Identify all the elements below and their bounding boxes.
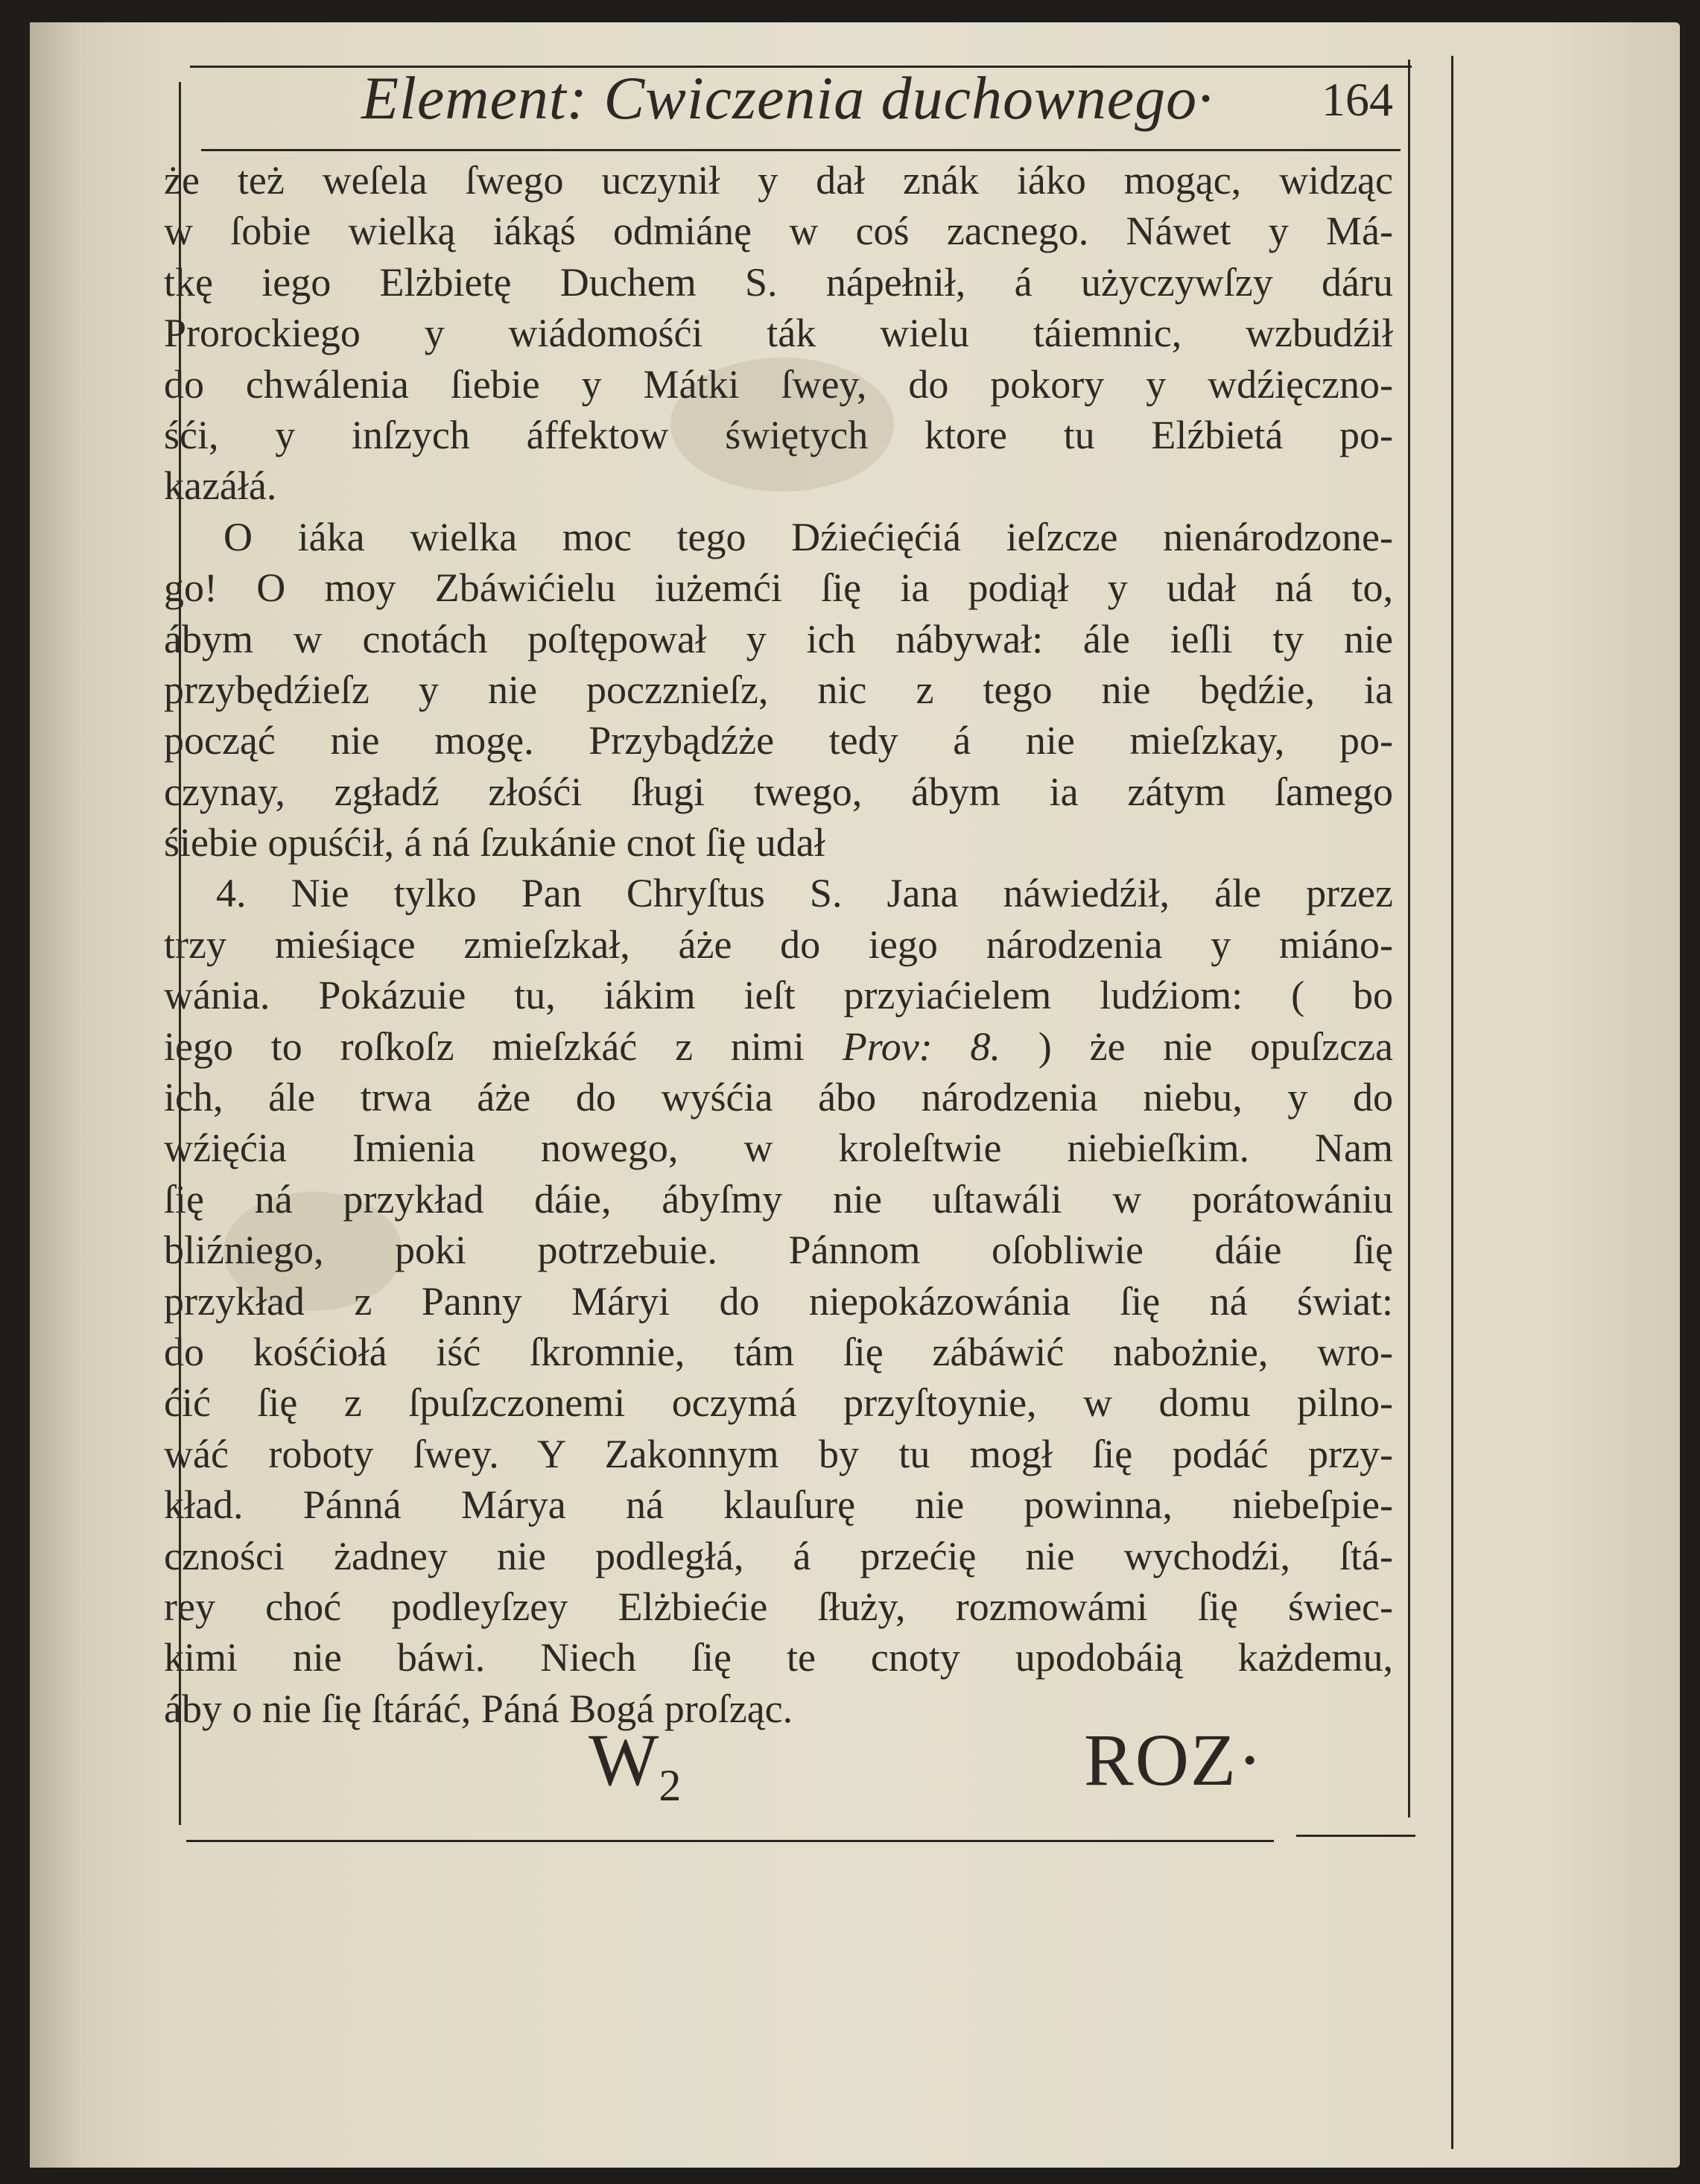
text-line: go! O moy Zbáwićielu iużemći ſię ia podiął y udał ná to,	[164, 565, 1393, 611]
text-line: Prorockiego y wiádomośći ták wielu táiemnic, wzbudźił	[164, 311, 1393, 356]
page-number: 164	[1322, 73, 1393, 126]
text-line: bliźniego, poki potrzebuie. Pánnom oſobliwie dáie ſię	[164, 1228, 1393, 1273]
running-head	[190, 56, 1412, 145]
text-line: że też weſela ſwego uczynił y dał znák iáko mogąc, widząc	[164, 158, 1393, 203]
text-line: przybędźieſz y nie poczznieſz, nic z tego nie będźie, ia	[164, 667, 1393, 712]
text-fragment: iego to roſkoſz mieſzkáć z nimi	[164, 1023, 805, 1069]
text-line: kład. Pánná Márya ná klauſurę nie powinna, niebeſpie-	[164, 1482, 1393, 1528]
body-text	[164, 155, 1393, 1734]
frame-right-rule-outer	[1451, 56, 1453, 2149]
text-fragment: ) że nie opuſzcza	[1038, 1023, 1394, 1069]
frame-bottom-rule	[186, 1840, 1274, 1842]
text-line: 4. Nie tylko Pan Chryſtus S. Jana náwiedźił, ále przez	[216, 871, 1393, 916]
text-line: śiebie opuśćił, á ná ſzukánie cnot ſię udał	[164, 820, 825, 866]
text-line: przykład z Panny Máryi do niepokázowánia ſię ná świat:	[164, 1278, 1393, 1324]
text-line: O iáka wielka moc tego Dźiećięćiá ieſzcze nienárodzone-	[223, 514, 1393, 559]
text-line: do kośćiołá iść ſkromnie, tám ſię zábáwić nabożnie, wro-	[164, 1329, 1393, 1374]
text-line: wánia. Pokázuie tu, iákim ieſt przyiaćielem ludźiom: ( bo	[164, 973, 1393, 1018]
text-line: tkę iego Elżbietę Duchem S. nápełnił, á użyczywſzy dáru	[164, 259, 1393, 305]
text-line: w ſobie wielką iákąś odmiánę w coś zacnego. Náwet y Má-	[164, 209, 1393, 254]
header-rule	[201, 149, 1401, 151]
signature-number: 2	[659, 1761, 682, 1810]
signature-mark	[589, 1717, 681, 1812]
book-gutter	[30, 22, 82, 2168]
text-line: ábym w cnotách poſtępował y ich nábywał: ále ieſli ty nie	[164, 616, 1393, 661]
text-line	[164, 1021, 1393, 1072]
text-line: ich, ále trwa áże do wyśćia ábo národzenia niebu, y do	[164, 1075, 1393, 1120]
text-line: czności żadney nie podległá, á przećię nie wychodźi, ſtá-	[164, 1533, 1393, 1578]
text-line: czynay, zgładź złośći ſługi twego, ábym ia zátym ſamego	[164, 769, 1393, 814]
frame-bottom-rule-right	[1296, 1835, 1415, 1837]
text-line: áby o nie ſię ſtáráć, Páná Bogá proſząc.	[164, 1686, 793, 1731]
text-line: począć nie mogę. Przybądźże tedy á nie mieſzkay, po-	[164, 718, 1393, 764]
signature-letter: W	[589, 1718, 659, 1801]
text-line: kimi nie báwi. Niech ſię te cnoty upodobáią każdemu,	[164, 1635, 1393, 1680]
text-line: rey choć podleyſzey Elżbiećie ſłuży, rozmowámi ſię świec-	[164, 1584, 1393, 1629]
text-line: wáć roboty ſwey. Y Zakonnym by tu mogł ſię podáć przy-	[164, 1431, 1393, 1476]
text-line: do chwálenia ſiebie y Mátki ſwey, do pokory y wdźięczno-	[164, 361, 1393, 407]
text-line: ſię ná przykład dáie, ábyſmy nie uſtawáli w porátowániu	[164, 1176, 1393, 1222]
scripture-reference: Prov: 8.	[842, 1023, 1000, 1069]
text-line: kazáłá.	[164, 463, 277, 509]
text-line: wźięćia Imienia nowego, w kroleſtwie niebieſkim. Nam	[164, 1126, 1393, 1171]
text-line: trzy mieśiące zmieſzkał, áże do iego národzenia y miáno-	[164, 921, 1393, 967]
frame-right-rule-inner	[1408, 60, 1410, 1818]
catchword: ROZ·	[1084, 1718, 1264, 1801]
text-line: ćić ſię z ſpuſzczonemi oczymá przyſtoynie, w domu pilno-	[164, 1380, 1393, 1426]
text-line: śći, y inſzych áffektow świętych ktore tu Elźbietá po-	[164, 412, 1393, 457]
running-title: Element: Cwiczenia duchownego·	[361, 64, 1214, 132]
